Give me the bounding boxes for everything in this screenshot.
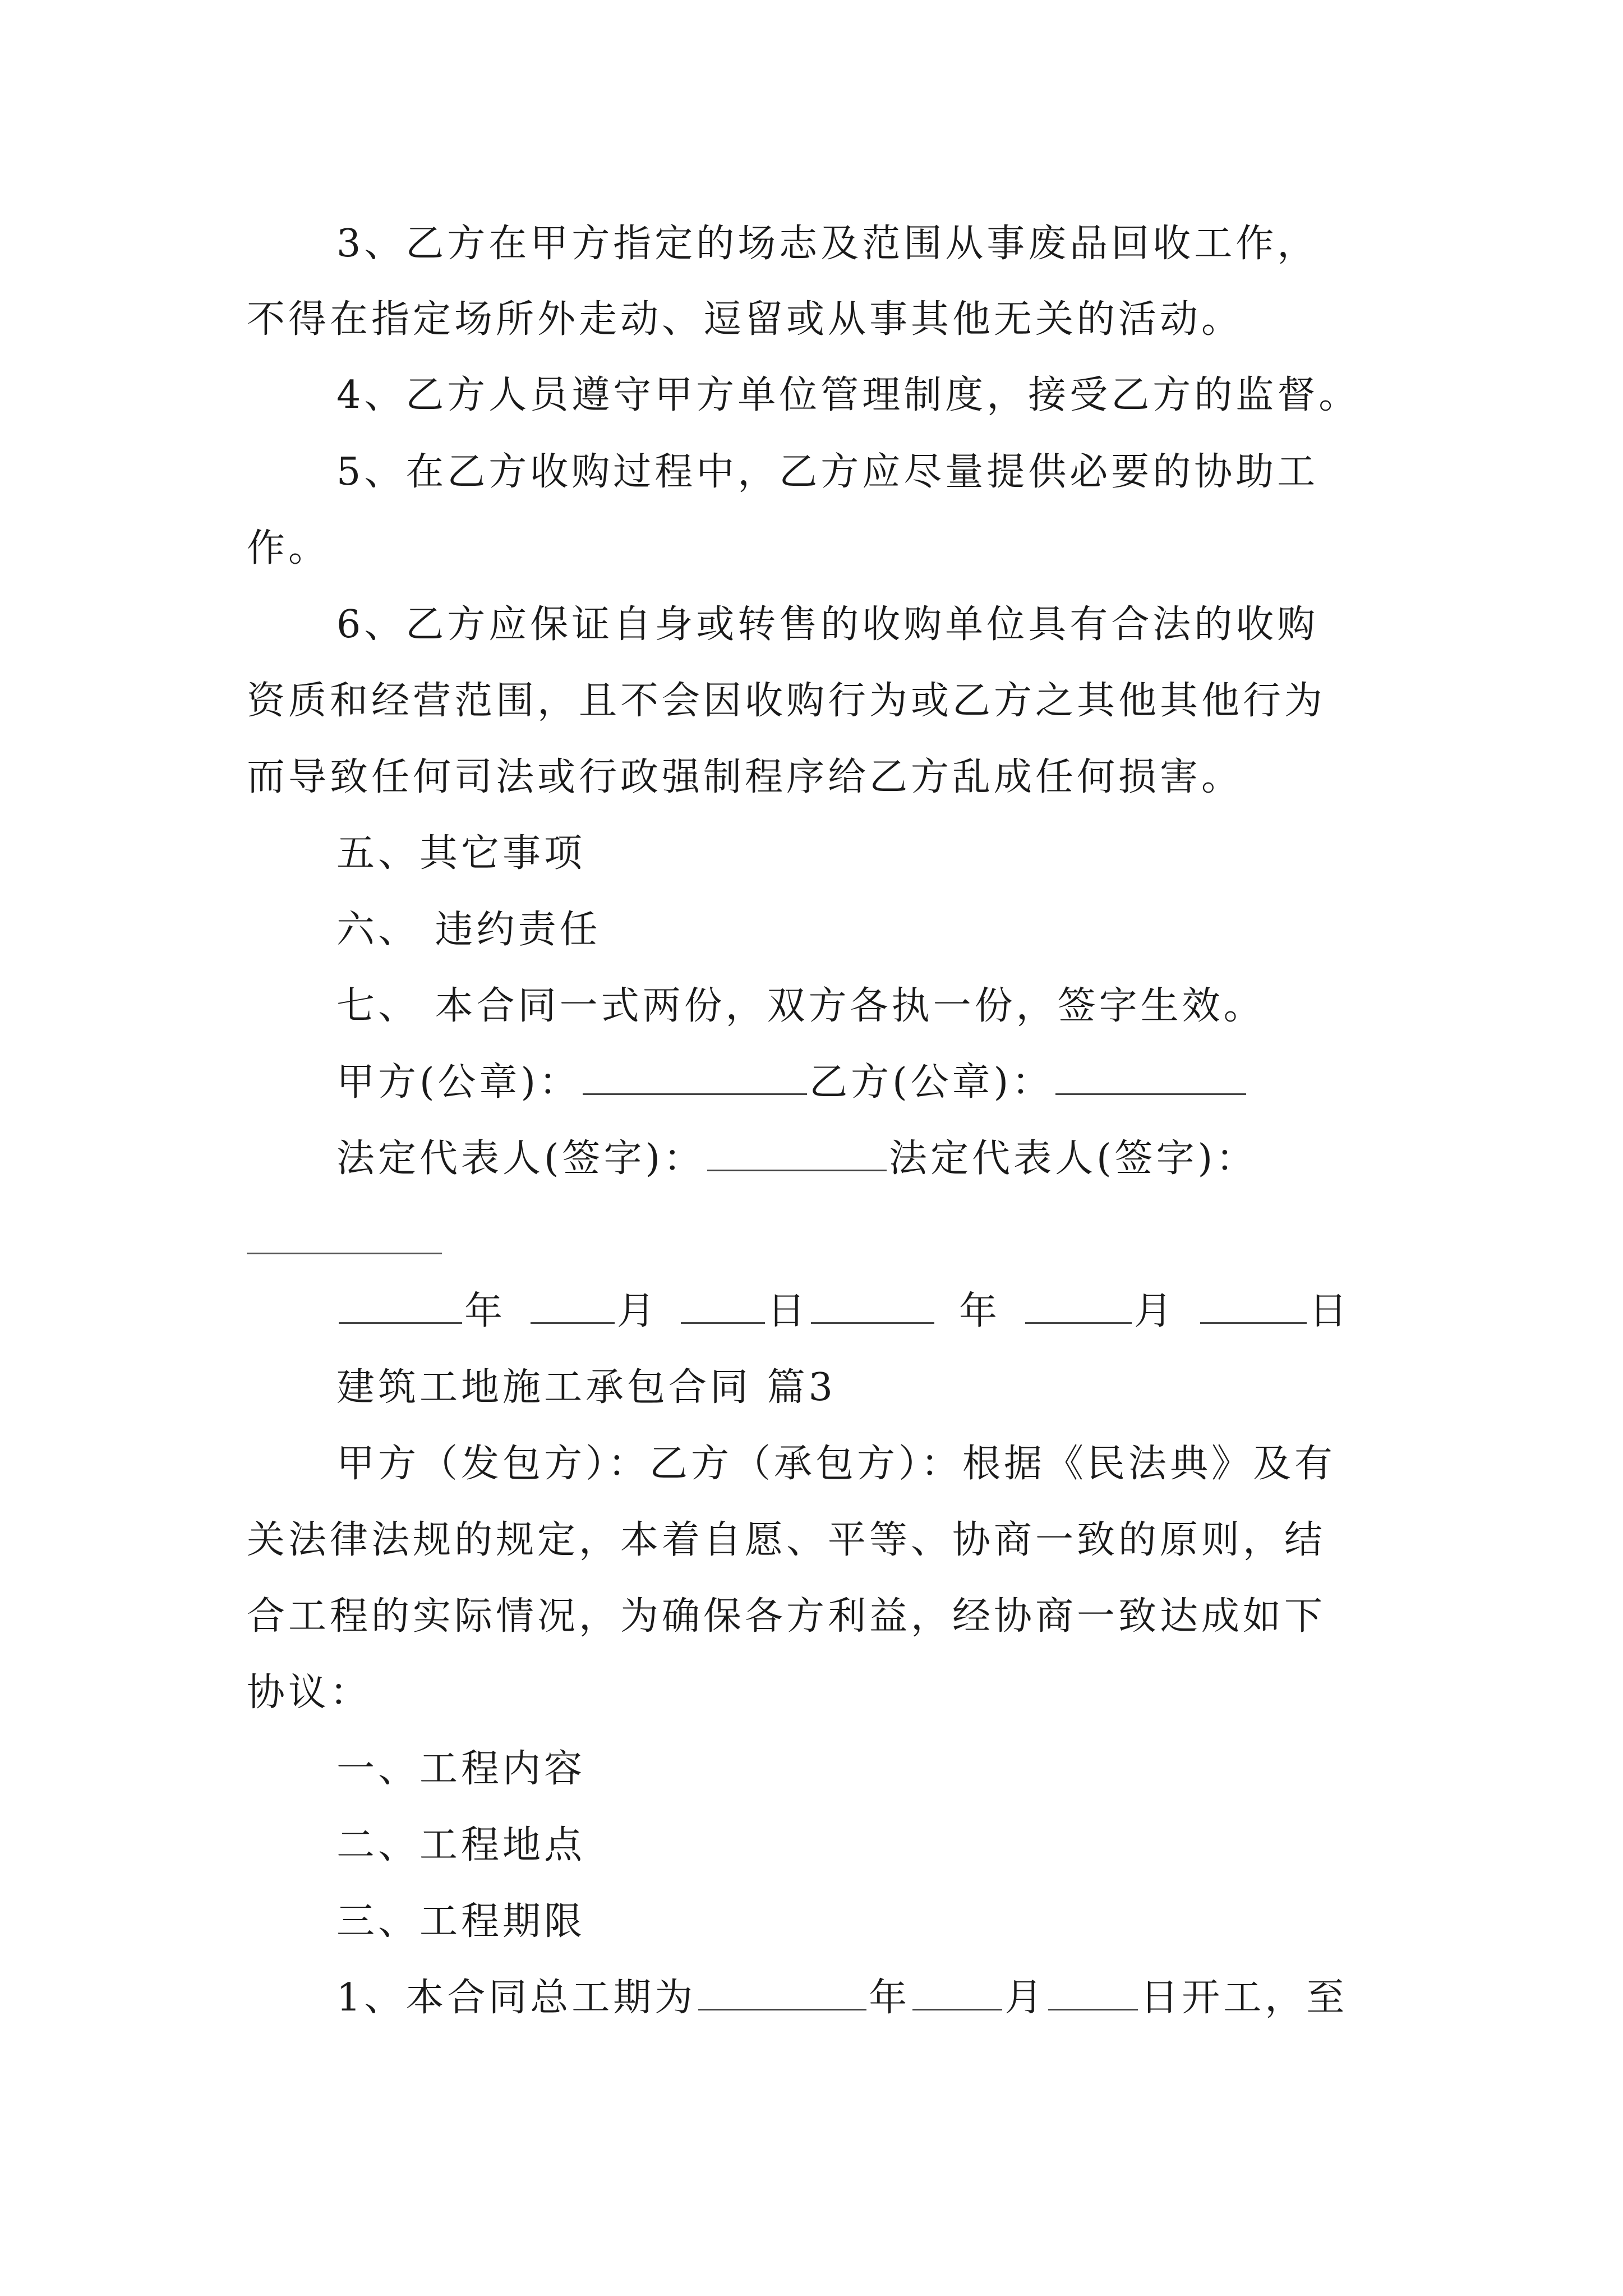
year-blank bbox=[811, 1289, 934, 1324]
paragraph-line: 合工程的实际情况，为确保各方利益，经协商一致达成如下 bbox=[247, 1594, 1326, 1639]
year-blank bbox=[339, 1289, 462, 1324]
month-blank bbox=[1025, 1289, 1132, 1324]
year-label: 年 bbox=[464, 1289, 506, 1333]
start-day-blank bbox=[1048, 1975, 1138, 2010]
party-b-seal-blank bbox=[1055, 1060, 1246, 1095]
contract-title: 建筑工地施工承包合同 篇3 bbox=[336, 1365, 836, 1410]
seal-signature-line bbox=[336, 1055, 1248, 1111]
section-heading: 五、其它事项 bbox=[336, 831, 586, 876]
start-month-blank bbox=[912, 1975, 1002, 2010]
party-b-seal-label: 乙方(公章)： bbox=[809, 1060, 1054, 1105]
year-label: 年 bbox=[869, 1976, 911, 2020]
month-label: 月 bbox=[617, 1289, 659, 1333]
year-label: 年 bbox=[959, 1289, 1001, 1333]
party-a-rep-blank bbox=[707, 1136, 887, 1171]
paragraph-line: 协议： bbox=[247, 1671, 372, 1715]
paragraph-line: 3、乙方在甲方指定的场志及范围从事废品回收工作， bbox=[336, 222, 1319, 266]
signature-date-line bbox=[336, 1283, 1350, 1340]
day-blank bbox=[1200, 1289, 1307, 1324]
paragraph-line: 4、乙方人员遵守甲方单位管理制度，接受乙方的监督。 bbox=[336, 373, 1361, 417]
section-heading: 三、工程期限 bbox=[336, 1899, 586, 1944]
month-label: 月 bbox=[1004, 1976, 1046, 2020]
party-b-rep-label: 法定代表人(签字)： bbox=[889, 1137, 1258, 1181]
paragraph-line: 5、在乙方收购过程中，乙方应尽量提供必要的协助工 bbox=[336, 450, 1319, 494]
start-year-blank bbox=[698, 1975, 866, 2010]
paragraph-line: 6、乙方应保证自身或转售的收购单位具有合法的收购 bbox=[336, 602, 1319, 647]
paragraph-line: 资质和经营范围，且不会因收购行为或乙方之其他其他行为 bbox=[247, 679, 1326, 723]
party-b-rep-blank bbox=[247, 1253, 442, 1254]
day-label: 日 bbox=[1309, 1289, 1351, 1333]
section-heading: 二、工程地点 bbox=[336, 1823, 586, 1867]
party-a-seal-blank bbox=[583, 1060, 807, 1095]
paragraph-line: 作。 bbox=[247, 526, 330, 570]
month-label: 月 bbox=[1134, 1289, 1176, 1333]
term-line bbox=[336, 1970, 1348, 2026]
term-suffix: 日开工，至 bbox=[1140, 1976, 1348, 2020]
paragraph-line: 而导致任何司法或行政强制程序给乙方乱成任何损害。 bbox=[247, 755, 1243, 799]
paragraph-line: 关法律法规的规定，本着自愿、平等、协商一致的原则，结 bbox=[247, 1518, 1326, 1562]
representative-signature-line bbox=[336, 1131, 1257, 1187]
party-a-seal-label: 甲方(公章)： bbox=[336, 1060, 581, 1105]
paragraph-line: 不得在指定场所外走动、逗留或从事其他无关的活动。 bbox=[247, 297, 1243, 342]
day-label: 日 bbox=[767, 1289, 809, 1333]
month-blank bbox=[531, 1289, 615, 1324]
party-a-rep-label: 法定代表人(签字)： bbox=[336, 1137, 706, 1181]
term-prefix: 1、本合同总工期为 bbox=[336, 1976, 697, 2020]
day-blank bbox=[681, 1289, 765, 1324]
section-heading: 七、 本合同一式两份，双方各执一份，签字生效。 bbox=[336, 984, 1265, 1028]
section-heading: 一、工程内容 bbox=[336, 1747, 586, 1791]
paragraph-line: 甲方（发包方）：乙方（承包方）：根据《民法典》及有 bbox=[336, 1442, 1336, 1486]
section-heading: 六、 违约责任 bbox=[336, 908, 601, 952]
